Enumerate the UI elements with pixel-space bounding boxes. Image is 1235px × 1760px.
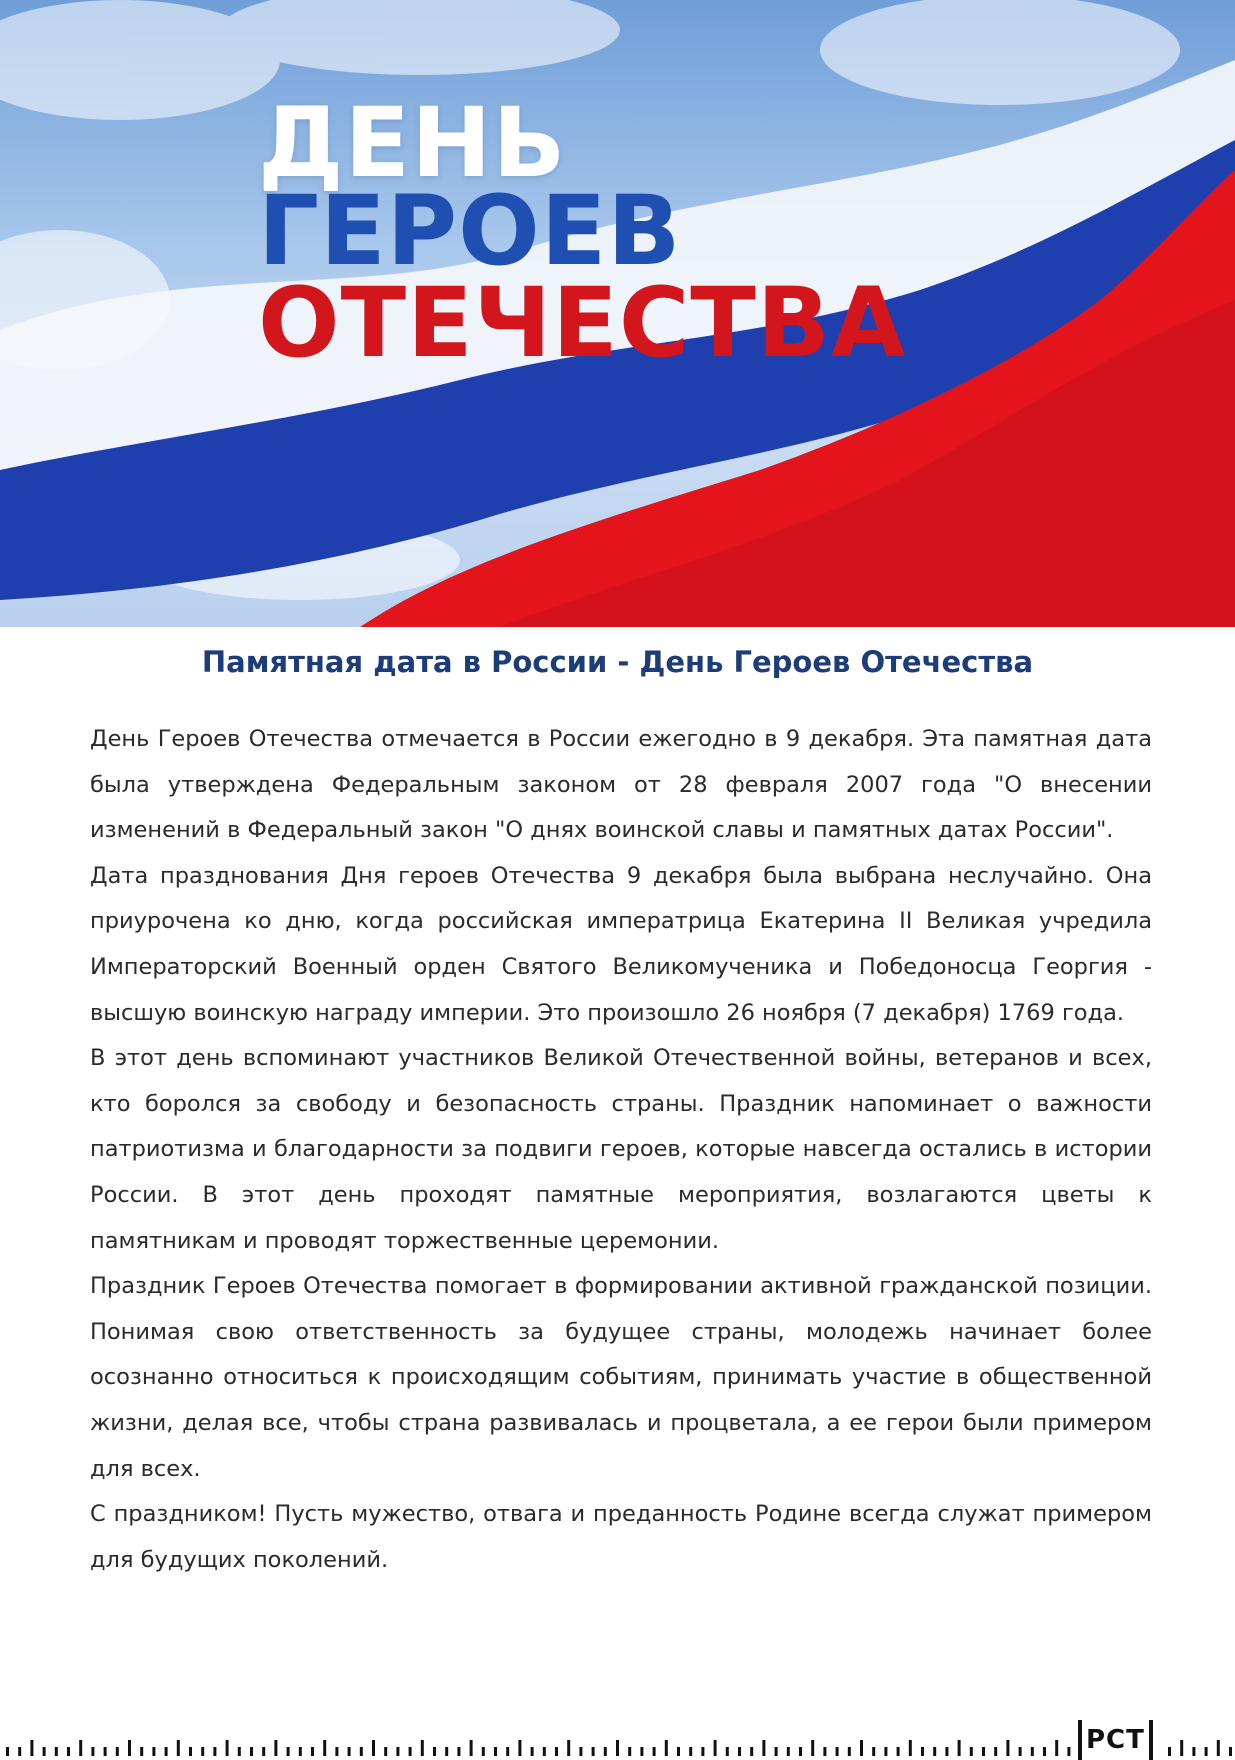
footer-tick bbox=[323, 1740, 326, 1756]
footer-tick bbox=[604, 1747, 607, 1756]
footer-tick bbox=[165, 1747, 168, 1756]
footer-tick bbox=[543, 1747, 546, 1756]
footer-tick bbox=[689, 1747, 692, 1756]
footer-tick bbox=[494, 1747, 497, 1756]
footer-tick bbox=[116, 1747, 119, 1756]
footer-tick bbox=[714, 1740, 717, 1756]
footer-tick bbox=[982, 1747, 985, 1756]
footer-tick bbox=[909, 1740, 912, 1756]
hero-title bbox=[258, 87, 907, 379]
footer-tick bbox=[177, 1740, 180, 1756]
paragraph-5: С праздником! Пусть мужество, отвага и преданность Родине всегда служат примером для будущих поколений. bbox=[90, 1501, 1152, 1573]
footer-tick bbox=[897, 1747, 900, 1756]
footer-tick bbox=[18, 1747, 21, 1756]
footer-tick bbox=[433, 1747, 436, 1756]
footer-tick bbox=[299, 1747, 302, 1756]
footer-tick bbox=[482, 1747, 485, 1756]
footer-tick bbox=[262, 1747, 265, 1756]
footer-tick bbox=[518, 1740, 521, 1756]
footer-tick bbox=[104, 1747, 107, 1756]
footer-tick bbox=[1019, 1747, 1022, 1756]
footer-tick bbox=[30, 1740, 33, 1756]
footer-tick bbox=[738, 1747, 741, 1756]
footer-tick bbox=[958, 1740, 961, 1756]
footer-tick bbox=[1229, 1747, 1232, 1756]
footer-tick bbox=[311, 1747, 314, 1756]
hero-title-line-2: ГЕРОЕВ bbox=[258, 175, 682, 287]
page-title: Памятная дата в России - День Героев Отечества bbox=[201, 645, 1034, 679]
footer-tick bbox=[884, 1747, 887, 1756]
footer-tick bbox=[811, 1740, 814, 1756]
footer-tick bbox=[1205, 1747, 1208, 1756]
footer-tick bbox=[787, 1747, 790, 1756]
footer-tick bbox=[653, 1747, 656, 1756]
footer-tick bbox=[665, 1740, 668, 1756]
footer-tick bbox=[860, 1740, 863, 1756]
footer-tick bbox=[640, 1747, 643, 1756]
footer-tick bbox=[1031, 1747, 1034, 1756]
paragraph-3: В этот день вспоминают участников Великой Отечественной войны, ветеранов и всех, кто боролся за свободу и безопасность страны. Праздник напоминает о важности патриотизма и благодарности за подвиги героев, которые навсегда остались в истории России. В этот день проходят памятные мероприятия, возлагаются цветы к памятникам и проводят торжественные церемонии. bbox=[90, 1045, 1152, 1254]
footer-logo: РСТ bbox=[1078, 1720, 1153, 1760]
footer-tick bbox=[189, 1747, 192, 1756]
footer-tick bbox=[55, 1747, 58, 1756]
footer-tick bbox=[6, 1747, 9, 1756]
footer-tick bbox=[677, 1747, 680, 1756]
footer-tick bbox=[360, 1747, 363, 1756]
hero-title-line-1: ДЕНЬ bbox=[258, 87, 567, 199]
footer-tick bbox=[335, 1747, 338, 1756]
footer-tick bbox=[872, 1747, 875, 1756]
footer-tick bbox=[750, 1747, 753, 1756]
paragraph-1: День Героев Отечества отмечается в России ежегодно в 9 декабря. Эта памятная дата была утверждена Федеральным законом от 28 февраля 2007 года "О внесении изменений в Федеральный закон "О днях воинской славы и памятных датах России". bbox=[90, 726, 1152, 844]
footer-tick bbox=[726, 1747, 729, 1756]
footer-tick bbox=[470, 1740, 473, 1756]
footer-tick bbox=[201, 1747, 204, 1756]
footer-tick bbox=[567, 1740, 570, 1756]
hero-banner bbox=[0, 0, 1235, 627]
footer-tick bbox=[933, 1747, 936, 1756]
footer-tick bbox=[1055, 1740, 1058, 1756]
footer-tick bbox=[43, 1747, 46, 1756]
footer-tick bbox=[445, 1747, 448, 1756]
footer-tick bbox=[79, 1740, 82, 1756]
footer-tick bbox=[238, 1747, 241, 1756]
footer-tick bbox=[140, 1747, 143, 1756]
footer-tick bbox=[848, 1747, 851, 1756]
footer-tick bbox=[836, 1747, 839, 1756]
footer-tick bbox=[409, 1747, 412, 1756]
footer-tick bbox=[592, 1747, 595, 1756]
footer-tick bbox=[1192, 1747, 1195, 1756]
footer-tick bbox=[506, 1747, 509, 1756]
footer-tick bbox=[775, 1747, 778, 1756]
footer-tick bbox=[762, 1740, 765, 1756]
footer-tick bbox=[1168, 1747, 1171, 1756]
footer-tick bbox=[799, 1747, 802, 1756]
footer-barcode-left bbox=[0, 1720, 1235, 1760]
footer-tick bbox=[287, 1747, 290, 1756]
article-body bbox=[90, 717, 1152, 1583]
footer-tick bbox=[128, 1740, 131, 1756]
footer-tick bbox=[555, 1747, 558, 1756]
footer-tick bbox=[1006, 1740, 1009, 1756]
footer-tick bbox=[152, 1747, 155, 1756]
footer-tick bbox=[921, 1747, 924, 1756]
footer-tick bbox=[1043, 1747, 1046, 1756]
footer-tick bbox=[1180, 1740, 1183, 1756]
footer bbox=[0, 1720, 1235, 1760]
footer-tick bbox=[945, 1747, 948, 1756]
footer-tick bbox=[348, 1747, 351, 1756]
footer-tick bbox=[250, 1747, 253, 1756]
footer-tick bbox=[67, 1747, 70, 1756]
footer-tick bbox=[274, 1740, 277, 1756]
footer-tick bbox=[421, 1740, 424, 1756]
hero-title-line-3: ОТЕЧЕСТВА bbox=[258, 267, 907, 379]
footer-tick bbox=[531, 1747, 534, 1756]
footer-tick bbox=[91, 1747, 94, 1756]
footer-tick bbox=[396, 1747, 399, 1756]
footer-tick bbox=[970, 1747, 973, 1756]
footer-tick bbox=[628, 1747, 631, 1756]
footer-tick bbox=[579, 1747, 582, 1756]
footer-tick bbox=[457, 1747, 460, 1756]
footer-tick bbox=[994, 1747, 997, 1756]
footer-tick bbox=[616, 1740, 619, 1756]
footer-tick bbox=[226, 1740, 229, 1756]
footer-tick bbox=[372, 1740, 375, 1756]
paragraph-4: Праздник Героев Отечества помогает в формировании активной гражданской позиции. Понимая свою ответственность за будущее страны, молодежь начинает более осознанно относиться к происходящим событиям, принимать участие в общественной жизни, делая все, чтобы страна развивалась и процветала, а ее герои были примером для всех. bbox=[90, 1273, 1152, 1482]
footer-tick bbox=[1217, 1740, 1220, 1756]
paragraph-2: Дата празднования Дня героев Отечества 9 декабря была выбрана неслучайно. Она приурочена ко дню, когда российская императрица Екатерина II Великая учредила Императорский Военный орден Святого Великомученика и Победоносца Георгия - высшую воинскую награду империи. Это произошло 26 ноября (7 декабря) 1769 года. bbox=[90, 862, 1152, 1026]
footer-tick bbox=[213, 1747, 216, 1756]
footer-tick bbox=[701, 1747, 704, 1756]
footer-tick bbox=[1067, 1747, 1070, 1756]
footer-tick bbox=[823, 1747, 826, 1756]
footer-tick bbox=[384, 1747, 387, 1756]
